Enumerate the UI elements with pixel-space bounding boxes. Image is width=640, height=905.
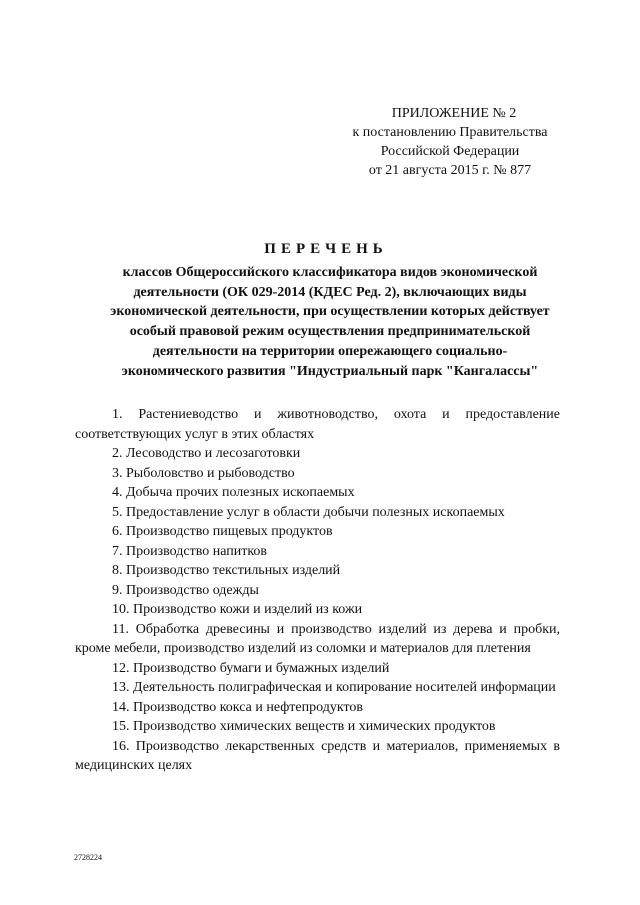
subtitle-line: классов Общероссийского классификатора видов экономической <box>122 265 538 280</box>
subtitle-line: деятельности (ОК 029-2014 (КДЕС Ред. 2), включающих виды <box>133 284 527 300</box>
list-item: 4. Добыча прочих полезных ископаемых <box>112 485 355 500</box>
list-item: 1. Растениеводство и животноводство, охота и предоставление соответствующих услуг в этих областях <box>75 407 560 442</box>
list-item: 8. Производство текстильных изделий <box>112 563 341 578</box>
list-item: 13. Деятельность полиграфическая и копирование носителей информации <box>112 680 556 695</box>
list-item: 12. Производство бумаги и бумажных изделий <box>112 660 390 676</box>
list-item: 6. Производство пищевых продуктов <box>112 524 333 539</box>
appendix-government: Российской Федерации <box>380 144 520 159</box>
subtitle-line: экономической деятельности, при осуществлении которых действует <box>110 304 550 320</box>
subtitle-line: деятельности на территории опережающего социально- <box>152 343 508 359</box>
subtitle-line: особый правовой режим осуществления предпринимательской <box>129 324 531 340</box>
appendix-resolution: к постановлению Правительства <box>352 125 548 140</box>
list-item: 11. Обработка древесины и производство изделий из дерева и пробки, кроме мебели, производство изделий из соломки и материалов для плетения <box>75 621 560 656</box>
document-code: 2728224 <box>74 853 102 862</box>
list-item: 5. Предоставление услуг в области добычи полезных ископаемых <box>112 504 505 520</box>
list-item: 15. Производство химических веществ и химических продуктов <box>112 719 496 734</box>
appendix-date: от 21 августа 2015 г. № 877 <box>368 163 532 178</box>
list-item: 14. Производство кокса и нефтепродуктов <box>112 699 364 715</box>
list-item: 2. Лесоводство и лесозаготовки <box>112 446 301 461</box>
document-title: ПЕРЕЧЕНЬ <box>264 241 388 257</box>
list-item: 9. Производство одежды <box>112 582 259 598</box>
appendix-number: ПРИЛОЖЕНИЕ № 2 <box>391 106 517 121</box>
list-item: 3. Рыболовство и рыбоводство <box>112 465 295 481</box>
subtitle-line: экономического развития "Индустриальный парк "Кангалассы" <box>121 363 539 379</box>
list-item: 7. Производство напитков <box>112 543 268 559</box>
list-item: 10. Производство кожи и изделий из кожи <box>112 602 363 617</box>
document-subtitle <box>60 263 600 381</box>
list-item: 16. Производство лекарственных средств и материалов, применяемых в медицинских целях <box>75 738 560 773</box>
activity-list <box>75 405 560 776</box>
appendix-header <box>330 104 570 180</box>
